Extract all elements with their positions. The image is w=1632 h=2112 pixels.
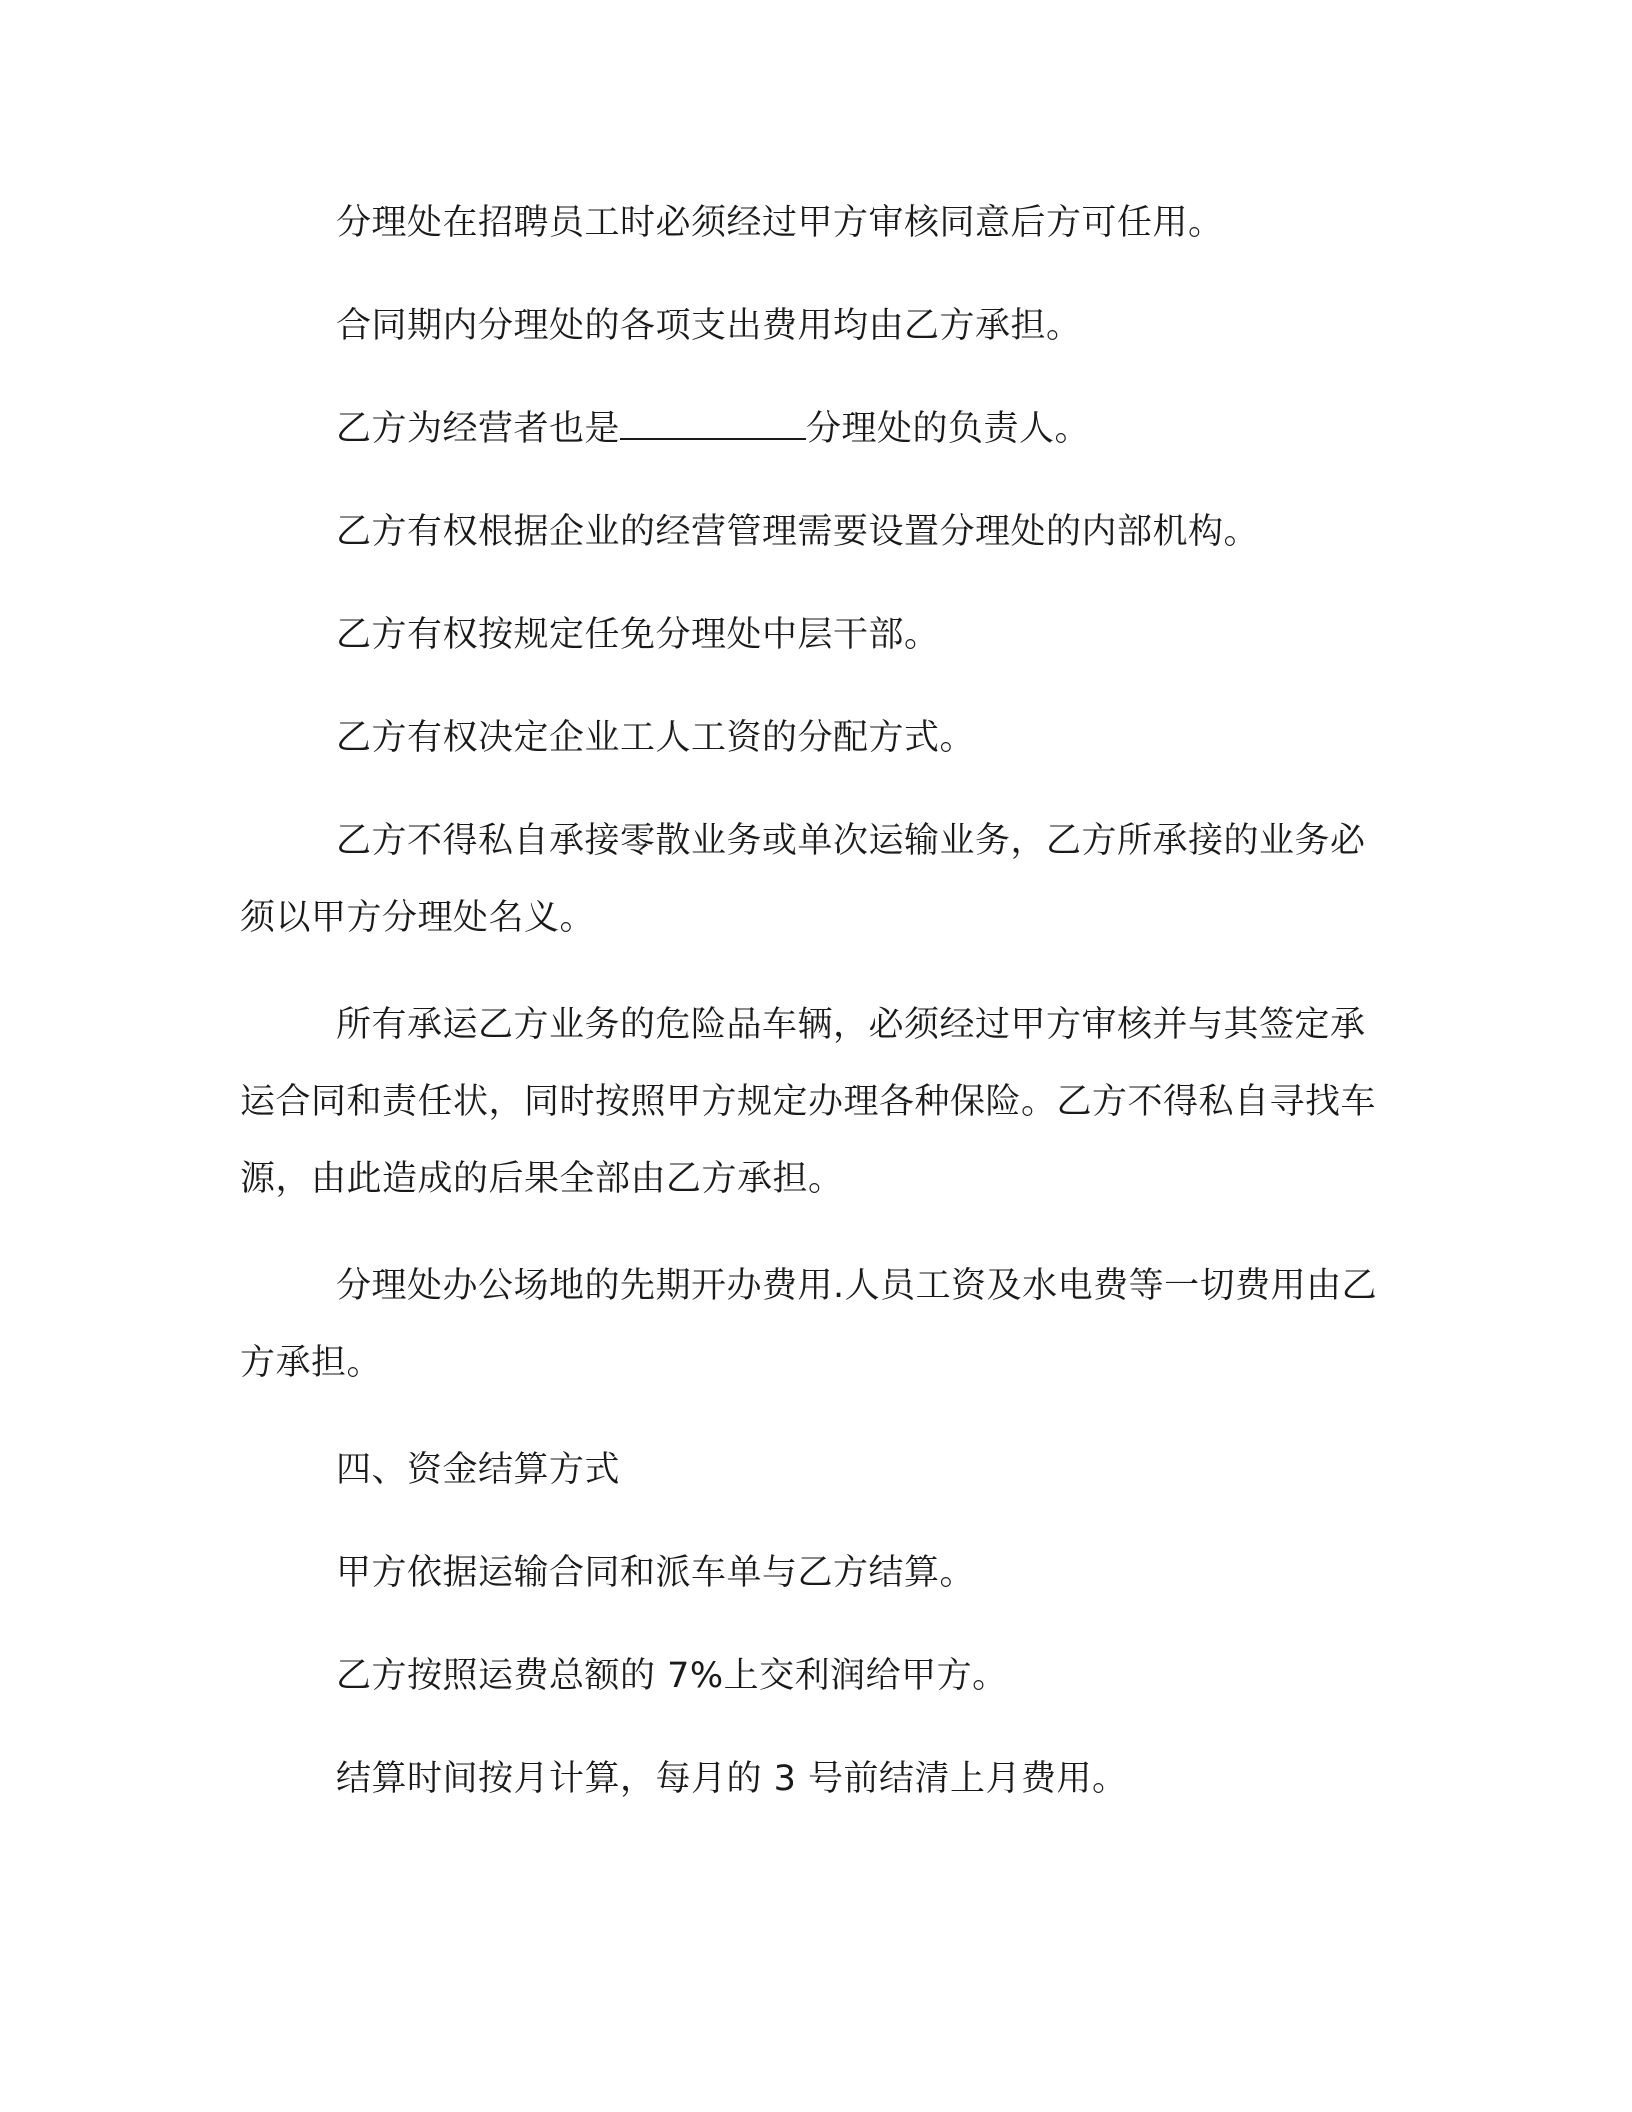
document-body	[240, 185, 1390, 1818]
paragraph: 分理处在招聘员工时必须经过甲方审核同意后方可任用。	[336, 203, 1224, 243]
paragraph-with-blank	[240, 391, 1390, 468]
paragraph: 所有承运乙方业务的危险品车辆，必须经过甲方审核并与其签定承运合同和责任状，同时按照甲方规定办理各种保险。乙方不得私自寻找车源，由此造成的后果全部由乙方承担。	[240, 1005, 1377, 1199]
section-heading: 四、资金结算方式	[336, 1450, 621, 1490]
paragraph: 乙方有权决定企业工人工资的分配方式。	[336, 718, 976, 758]
paragraph: 乙方不得私自承接零散业务或单次运输业务，乙方所承接的业务必须以甲方分理处名义。	[240, 821, 1366, 938]
paragraph: 乙方有权根据企业的经营管理需要设置分理处的内部机构。	[336, 512, 1260, 552]
paragraph: 乙方按照运费总额的 7%上交利润给甲方。	[336, 1656, 1008, 1696]
paragraph: 分理处办公场地的先期开办费用.人员工资及水电费等一切费用由乙方承担。	[240, 1266, 1378, 1383]
paragraph: 甲方依据运输合同和派车单与乙方结算。	[336, 1553, 976, 1593]
paragraph: 合同期内分理处的各项支出费用均由乙方承担。	[336, 306, 1082, 346]
fill-in-blank	[620, 414, 806, 440]
paragraph: 结算时间按月计算，每月的 3 号前结清上月费用。	[336, 1759, 1128, 1799]
paragraph-text-after-blank: 分理处的负责人。	[806, 409, 1091, 449]
paragraph-text-before-blank: 乙方为经营者也是	[336, 409, 621, 449]
paragraph: 乙方有权按规定任免分理处中层干部。	[336, 615, 940, 655]
